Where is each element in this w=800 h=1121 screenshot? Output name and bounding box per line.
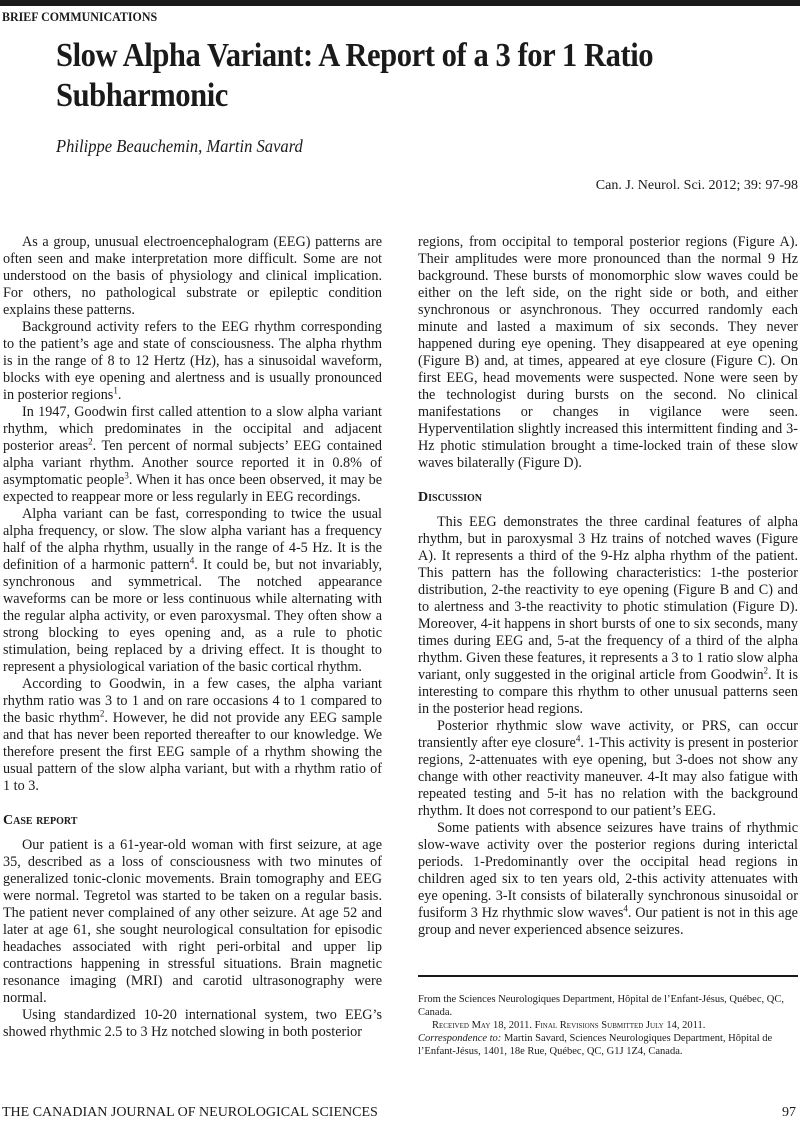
reference-marker[interactable]: 2 [88,436,93,447]
correspondence-label: Correspondence to: [418,1033,502,1044]
discussion-heading: Discussion [418,490,483,505]
paragraph-text: Posterior rhythmic slow wave activity, or PRS, can occur transiently after eye closure [418,718,798,751]
citation: Can. J. Neurol. Sci. 2012; 39: 97-98 [595,178,798,193]
paragraph-text: . Ten percent of normal subjects’ EEG contained alpha variant rhythm. Another source reported it in 0.8% of asymptomatic people [3,438,382,488]
reference-marker[interactable]: 4 [575,733,581,744]
journal-footer: THE CANADIAN JOURNAL OF NEUROLOGICAL SCIENCES [2,1105,378,1120]
section-label: BRIEF COMMUNICATIONS [2,9,158,24]
paragraph-text: As a group, unusual electroencephalogram (EEG) patterns are often seen and make interpretation more difficult. Some are not understood on the basis of physiology and clinical implication. For others, no pathological substrate or epileptic condition explains these patterns. [3,234,382,318]
footnotes [418,993,800,1058]
reference-marker[interactable]: 4 [189,555,195,566]
authors: Philippe Beauchemin, Martin Savard [56,136,303,156]
paragraph-text: According to Goodwin, in a few cases, the alpha variant rhythm ratio was 3 to 1 and on rare occasions 4 to 1 compared to the basic rhythm [3,676,382,726]
paragraph-text: Alpha variant can be fast, corresponding to twice the usual alpha frequency, or slow. The slow alpha variant has a frequency half of the alpha rhythm, usually in the range of 4-5 Hz. It is the definition of a harmonic pattern [3,506,382,573]
article-title: Slow Alpha Variant: A Report of a 3 for 1 Ratio Subharmonic [56,37,654,114]
paragraph [3,404,382,506]
paragraph-text: . However, he did not provide any EEG sample and that has never been reported thereafter to our knowledge. We therefore present the first EEG sample of a rhythm showing the usual pattern of the slow alpha variant, but with a rhythm ratio of 1 to 3. [3,710,382,794]
paragraph: Our patient is a 61-year-old woman with first seizure, at age 35, described as a loss of consciousness with two minutes of generalized tonic-clonic movements. Brain tomography and EEG were normal. Tegretol was started to be taken on a regular basis. The patient never complained of any other seizure. At age 52 and later at age 61, she sought neurological consultation for episodic headaches associated with right peri-orbital and upper lip contractions happening in stressful situations. Brain magnetic resonance imaging (MRI) and carotid ultrasonography were normal. [3,837,382,1006]
received-note: Received May 18, 2011. Final Revisions Submitted July 14, 2011. [432,1020,706,1031]
paragraph-text: . When it has once been observed, it may be expected to reappear more or less regularly in EEG recordings. [3,472,382,505]
paragraph-text: In 1947, Goodwin first called attention to a slow alpha variant rhythm, which predominates in the occipital and adjacent posterior areas [3,404,382,454]
paragraph-text: Background activity refers to the EEG rhythm corresponding to the patient’s age and state of consciousness. The alpha rhythm is in the range of 8 to 12 Hertz (Hz), has a sinusoidal waveform, blocks with eye opening and alertness and is usually pronounced in posterior regions [3,319,382,403]
paragraph-text: . Our patient is not in this age group and never experienced absence seizures. [418,905,798,938]
affiliation-note: From the Sciences Neurologiques Department, Hôpital de l’Enfant-Jésus, Québec, QC, Canada. [418,994,784,1018]
reference-marker[interactable]: 2 [99,708,105,719]
footnote-rule [418,975,798,977]
reference-marker[interactable]: 4 [623,903,628,914]
left-column [3,234,382,1041]
page-number: 97 [782,1105,796,1120]
paragraph [3,676,382,795]
paragraph [418,514,798,718]
case-report-heading: Case report [3,813,78,828]
correspondence-text: Martin Savard, Sciences Neurologiques Department, Hôpital de l’Enfant-Jésus, 1401, 18e Rue, Québec, QC, G1J 1Z4, Canada. [418,1033,773,1057]
paragraph [418,820,798,939]
paragraph [3,319,382,404]
top-rule [0,0,800,6]
reference-marker[interactable]: 3 [124,470,129,481]
paragraph-text: . It is interesting to compare this rhythm to other unusual patterns seen in the posterior head regions. [418,667,798,717]
paragraph [3,506,382,676]
paragraph-text: Some patients with absence seizures have trains of rhythmic slow-wave activity over the posterior regions during interictal periods. 1-Predominantly over the occipital head regions in children aged six to ten years old, 2-this activity attenuates with eye opening. 3-It consists of bilaterally synchronous sinusoidal or fusiform 3 Hz rhythmic slow waves [418,820,798,921]
paragraph-text: This EEG demonstrates the three cardinal features of alpha rhythm, but in paroxysmal 3 Hz trains of notched waves (Figure A). It represents a third of the 9-Hz alpha rhythm of the patient. This pattern has the following characteristics: 1-the posterior distribution, 2-the reactivity to eye opening (Figure B and C) and to alertness and 3-the reactivity to photic stimulation (Figure D). Moreover, 4-it happens in short bursts of one to six seconds, many times during EEG and, 5-at the frequency of a third of the alpha rhythm. Given these features, it represents a 3 to 1 ratio slow alpha variant, only suggested in the original article from Goodwin [418,514,798,683]
paragraph-text: . It could be, but not invariably, synchronous and symmetrical. The notched appearance waveforms can be more or less continuous while alternating with the regular alpha activity, or even paroxysmal. They often show a strong blocking to eyes opening and, as a rule to photic stimulation, being replaced by a driving effect. It is thought to represent a physiological variation of the basic cortical rhythm. [3,557,382,675]
paragraph-text: . 1-This activity is present in posterior regions, 2-attenuates with eye opening, but 3-does not show any change with other reactivity maneuver. 4-It may also fatigue with repeated testing and 5-it has no relation with the background rhythm. It does not correspond to our patient’s EEG. [418,735,798,819]
reference-marker[interactable]: 1 [113,385,118,396]
correspondence-note [418,1032,800,1058]
paragraph: regions, from occipital to temporal posterior regions (Figure A). Their amplitudes were more pronounced than the normal 9 Hz background. These bursts of monomorphic slow waves could be either on the left side, on the right side or both, and either synchronous or asynchronous. They occurred randomly each minute and lasted a maximum of six seconds. They never happened during eye opening. They disappeared at eye opening (Figure B) and, at times, appeared at eye closure (Figure C). On first EEG, head movements were suspected. None were seen by the technologist during bursts on the second. No clinical manifestations or changes in vigilance were seen. Hyperventilation slightly increased this intermittent finding and 3-Hz photic stimulation brought a time-locked train of these slow waves bilaterally (Figure D). [418,234,798,471]
paragraph [418,718,798,820]
right-column [418,234,798,939]
paragraph-text: . [117,387,122,403]
paragraph [3,234,382,319]
paragraph: Using standardized 10-20 international system, two EEG’s showed rhythmic 2.5 to 3 Hz notched slowing in both posterior [3,1007,382,1040]
reference-marker[interactable]: 2 [763,665,769,676]
